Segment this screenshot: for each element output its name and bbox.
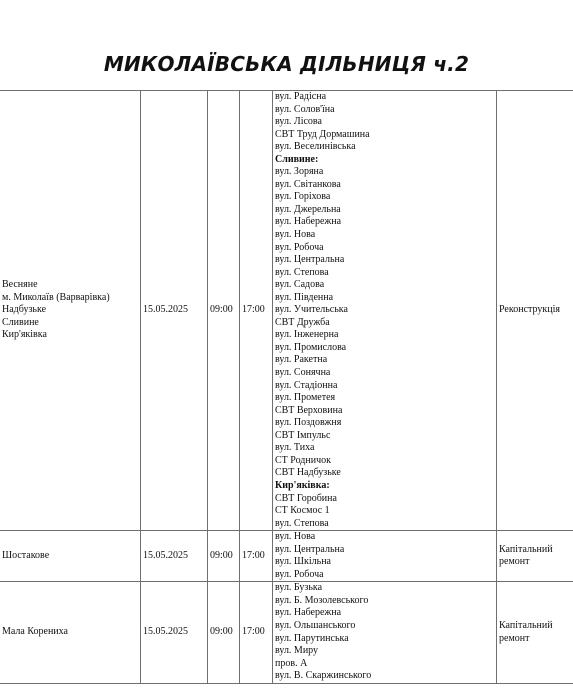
street-item: вул. Бузька bbox=[275, 582, 323, 594]
street-item: СВТ Горобина bbox=[275, 492, 337, 504]
settlement-cell bbox=[0, 582, 141, 683]
street-group-heading: Сливине: bbox=[275, 153, 319, 165]
work-type-cell bbox=[497, 531, 573, 582]
street-item: СТ Родничок bbox=[275, 454, 331, 466]
street-item: вул. Ольшанського bbox=[275, 619, 356, 631]
street-item: вул. Радісна bbox=[275, 91, 327, 102]
settlement-cell-line: Весняне bbox=[2, 279, 38, 291]
street-item: пров. А bbox=[275, 657, 308, 669]
street-item: вул. Джерельна bbox=[275, 203, 341, 215]
street-item: СВТ Імпульс bbox=[275, 429, 331, 441]
table-row bbox=[0, 91, 573, 531]
settlement-cell-line: Кир'яківка bbox=[2, 329, 47, 341]
work-type-cell-line: Капітальний bbox=[499, 543, 553, 555]
street-item: вул. Степова bbox=[275, 517, 329, 529]
street-item: вул. Інженерна bbox=[275, 329, 339, 341]
page-title: МИКОЛАЇВСЬКА ДІЛЬНИЦЯ ч.2 bbox=[103, 52, 470, 76]
street-item: вул. Поздовжня bbox=[275, 417, 342, 429]
street-item: СВТ Дружба bbox=[275, 316, 330, 328]
start-time-cell: 09:00 bbox=[208, 582, 240, 683]
street-item: вул. Нова bbox=[275, 229, 316, 241]
street-item: СТ Космос 1 bbox=[275, 505, 330, 517]
date-cell: 15.05.2025 bbox=[141, 582, 208, 683]
settlement-cell-line: Мала Корениха bbox=[2, 626, 68, 638]
street-item: вул. Робоча bbox=[275, 241, 324, 253]
end-time-cell: 17:00 bbox=[240, 91, 273, 531]
street-item: вул. Світанкова bbox=[275, 178, 341, 190]
street-item: вул. Веселинівська bbox=[275, 141, 356, 153]
schedule-table bbox=[0, 90, 573, 684]
street-item: вул. Горіхова bbox=[275, 191, 331, 203]
street-item: вул. Стадіонна bbox=[275, 379, 338, 391]
table-row bbox=[0, 531, 573, 582]
street-item: вул. Шкільна bbox=[275, 556, 331, 568]
settlement-cell-line: Надбузьке bbox=[2, 304, 47, 316]
street-item: вул. Набережна bbox=[275, 607, 342, 619]
street-item: вул. Садова bbox=[275, 279, 325, 291]
work-type-cell-line: Капітальний bbox=[499, 619, 553, 631]
street-item: СВТ Верховина bbox=[275, 404, 343, 416]
streets-cell bbox=[273, 582, 497, 683]
work-type-cell-line: ремонт bbox=[499, 632, 530, 644]
settlement-cell-line: Шостакове bbox=[2, 549, 50, 561]
settlement-cell-line: м. Миколаїв (Варварівка) bbox=[2, 291, 110, 303]
date-cell: 15.05.2025 bbox=[141, 91, 208, 531]
start-time-cell: 09:00 bbox=[208, 91, 240, 531]
settlement-cell bbox=[0, 91, 141, 531]
street-item: вул. Солов'їна bbox=[275, 103, 335, 115]
street-item: вул. Сонячна bbox=[275, 367, 331, 379]
street-item: вул. Парутинська bbox=[275, 632, 349, 644]
street-item: СВТ Надбузьке bbox=[275, 467, 341, 479]
settlement-cell bbox=[0, 531, 141, 582]
street-item: СВТ Труд Дормашина bbox=[275, 128, 370, 140]
start-time-cell: 09:00 bbox=[208, 531, 240, 582]
work-type-cell bbox=[497, 582, 573, 683]
work-type-cell bbox=[497, 91, 573, 531]
work-type-cell-line: Реконструкція bbox=[499, 304, 560, 316]
street-item: вул. Тиха bbox=[275, 442, 315, 454]
street-item: вул. Центральна bbox=[275, 254, 345, 266]
schedule-body bbox=[0, 91, 573, 684]
street-item: вул. Робоча bbox=[275, 568, 324, 580]
street-item: вул. Прометея bbox=[275, 392, 336, 404]
streets-cell bbox=[273, 531, 497, 582]
streets-cell bbox=[273, 91, 497, 531]
street-group-heading: Кир'яківка: bbox=[275, 479, 330, 491]
settlement-cell-line: Сливине bbox=[2, 316, 39, 328]
end-time-cell: 17:00 bbox=[240, 582, 273, 683]
work-type-cell-line: ремонт bbox=[499, 556, 530, 568]
street-item: вул. Б. Мозолевського bbox=[275, 594, 369, 606]
end-time-cell: 17:00 bbox=[240, 531, 273, 582]
street-item: вул. Набережна bbox=[275, 216, 342, 228]
street-item: вул. Лісова bbox=[275, 116, 322, 128]
street-item: вул. Степова bbox=[275, 266, 329, 278]
street-item: вул. В. Скаржинського bbox=[275, 670, 372, 682]
street-item: вул. Центральна bbox=[275, 543, 345, 555]
street-item: вул. Південна bbox=[275, 291, 334, 303]
street-item: вул. Зоряна bbox=[275, 166, 324, 178]
date-cell: 15.05.2025 bbox=[141, 531, 208, 582]
street-item: вул. Миру bbox=[275, 645, 319, 657]
street-item: вул. Учительська bbox=[275, 304, 348, 316]
street-item: вул. Промислова bbox=[275, 341, 347, 353]
street-item: вул. Ракетна bbox=[275, 354, 328, 366]
street-item: вул. Нова bbox=[275, 531, 316, 543]
table-row bbox=[0, 582, 573, 683]
